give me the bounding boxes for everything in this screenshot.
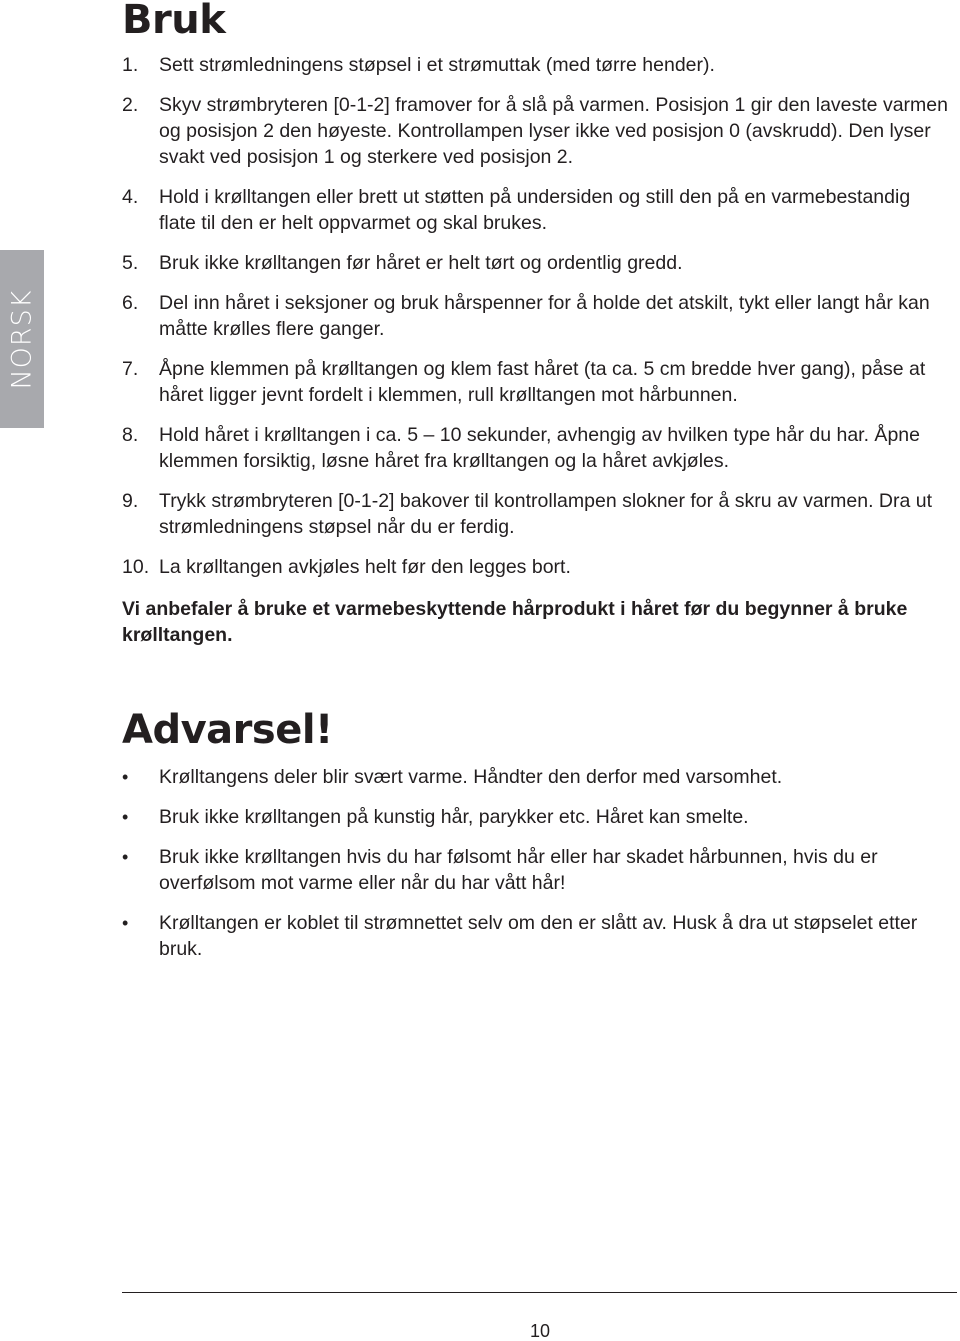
- step-text: Bruk ikke krølltangen før håret er helt tørt og ordentlig gredd.: [159, 252, 683, 274]
- warning-text: Bruk ikke krølltangen hvis du har følsomt hår eller har skadet hårbunnen, hvis du er overfølsom mot varme eller når du har vått hår!: [159, 846, 878, 894]
- bullet-icon: •: [122, 807, 129, 827]
- list-item: [122, 764, 952, 790]
- list-item: [122, 554, 952, 580]
- bullet-icon: •: [122, 847, 129, 867]
- list-item: [122, 52, 952, 78]
- list-item: [122, 290, 952, 342]
- warning-text: Krølltangen er koblet til strømnettet selv om den er slått av. Husk å dra ut støpselet etter bruk.: [159, 912, 918, 960]
- step-text: Åpne klemmen på krølltangen og klem fast håret (ta ca. 5 cm bredde hver gang), påse at håret ligger jevnt fordelt i klemmen, rull krølltangen mot hårbunnen.: [159, 358, 926, 406]
- language-tab: [0, 250, 44, 428]
- warnings-list: [122, 764, 952, 976]
- recommendation-note: Vi anbefaler å bruke et varmebeskyttende hårprodukt i håret før du begynner å bruke krølltangen.: [122, 598, 908, 646]
- list-item: [122, 910, 952, 962]
- usage-steps-list: [122, 52, 952, 594]
- bullet-icon: •: [122, 913, 129, 933]
- step-text: Skyv strømbryteren [0-1-2] framover for å slå på varmen. Posisjon 1 gir den laveste varmen og posisjon 2 den høyeste. Kontrollampen lyser ikke ved posisjon 0 (avskrudd). Den lyser svakt ved posisjon 1 og sterkere ved posisjon 2.: [159, 94, 948, 168]
- footer-divider: [122, 1292, 957, 1293]
- list-item: [122, 92, 952, 170]
- list-item: [122, 184, 952, 236]
- step-number: 4.: [122, 186, 139, 208]
- step-number: 6.: [122, 292, 139, 314]
- step-text: La krølltangen avkjøles helt før den legges bort.: [159, 556, 571, 578]
- step-text: Del inn håret i seksjoner og bruk hårspenner for å holde det atskilt, tykt eller langt hår kan måtte krølles flere ganger.: [159, 292, 930, 340]
- step-number: 7.: [122, 358, 139, 380]
- list-item: [122, 422, 952, 474]
- step-text: Sett strømledningens støpsel i et strømuttak (med tørre hender).: [159, 54, 715, 76]
- list-item: [122, 250, 952, 276]
- list-item: [122, 804, 952, 830]
- list-item: [122, 356, 952, 408]
- language-tab-label: NORSK: [6, 288, 38, 390]
- step-number: 9.: [122, 490, 139, 512]
- warning-text: Bruk ikke krølltangen på kunstig hår, parykker etc. Håret kan smelte.: [159, 806, 749, 828]
- step-number: 10.: [122, 556, 150, 578]
- step-text: Trykk strømbryteren [0-1-2] bakover til kontrollampen slokner for å skru av varmen. Dra ut strømledningens støpsel når du er ferdig.: [159, 490, 933, 538]
- step-number: 2.: [122, 94, 139, 116]
- step-number: 1.: [122, 54, 139, 76]
- step-text: Hold håret i krølltangen i ca. 5 – 10 sekunder, avhengig av hvilken type hår du har. Åpne klemmen forsiktig, løsne håret fra krølltangen og la håret avkjøles.: [159, 424, 920, 472]
- page-number: 10: [529, 1321, 551, 1341]
- section-title-advarsel: Advarsel!: [122, 707, 333, 753]
- list-item: [122, 488, 952, 540]
- section-title-bruk: Bruk: [122, 0, 226, 43]
- warning-text: Krølltangens deler blir svært varme. Håndter den derfor med varsomhet.: [159, 766, 783, 788]
- bullet-icon: •: [122, 767, 129, 787]
- step-number: 8.: [122, 424, 139, 446]
- list-item: [122, 844, 952, 896]
- step-text: Hold i krølltangen eller brett ut støtten på undersiden og still den på en varmebestandig flate til den er helt oppvarmet og skal brukes.: [159, 186, 911, 234]
- step-number: 5.: [122, 252, 139, 274]
